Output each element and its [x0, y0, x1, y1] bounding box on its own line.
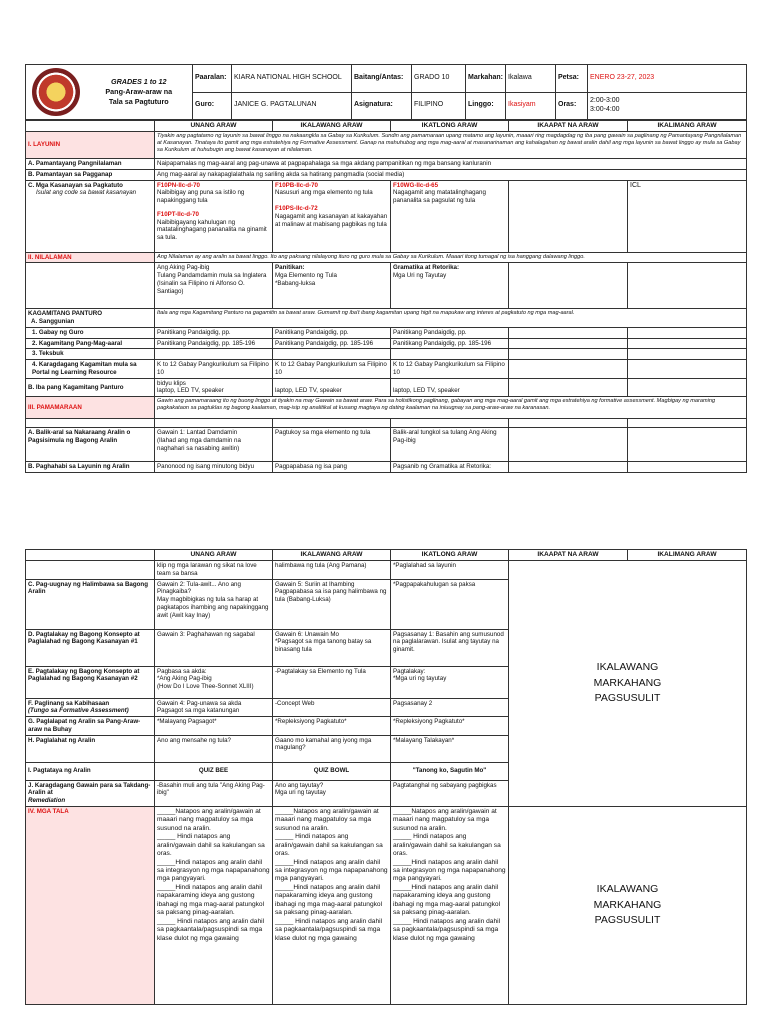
- kasanayan-day-1: [155, 180, 273, 252]
- day-4-header: IKAAPAT NA ARAW: [509, 550, 628, 561]
- paghahabi-day-3: Pagsanib ng Gramatika at Retorika:: [391, 462, 509, 473]
- balik-aral-day-3: Balik-aral tungkol sa tulang Ang Aking Pag-ibig: [391, 428, 509, 462]
- iba-day-3: laptop, LED TV, speaker: [391, 378, 509, 397]
- pagtalakay-2-day-1: Pagbasa sa akda: *Ang Aking Pag-ibig (How Do I Love Thee-Sonnet XLIII): [155, 666, 273, 698]
- gabay-day-1: Panitikang Pandaigdig, pp.: [155, 327, 273, 338]
- row-label-balik-aral: A. Balik-aral sa Nakaraang Aralin o Pagsisimula ng Bagong Aralin: [26, 428, 155, 462]
- pamantayang-pangnilalaman-text: Naipapamalas ng mag-aaral ang pag-unawa at pagpapahalaga sa mga akdang pampanitikan ng mga bansang kanluranin: [155, 159, 747, 170]
- paglalapat-day-3: *Repleksiyong Pagkatuto*: [391, 717, 509, 736]
- competency-code: F10PT-IIc-d-70: [157, 210, 199, 218]
- competency-code: F10PB-IIc-d-70: [275, 181, 318, 189]
- subject-label: Asignatura:: [352, 92, 412, 120]
- pagtalakay-1-day-1: Gawain 3: Paghahawan ng sagabal: [155, 629, 273, 666]
- cont-day-2: halimbawa ng tula (Ang Pamana): [273, 561, 391, 580]
- subject-value: FILIPINO: [412, 92, 466, 120]
- nilalaman-day-4: [509, 263, 628, 309]
- pagtataya-day-3: "Tanong ko, Sagutin Mo": [391, 762, 509, 780]
- exam-note-lower: IKALAWANG MARKAHANG PAGSUSULIT: [509, 806, 747, 1004]
- time-slot-2: 3:00-4:00: [590, 105, 620, 113]
- kasanayan-day-5: ICL: [628, 180, 747, 252]
- form-title: [86, 65, 193, 120]
- row-label-paglalapat: G. Paglalapat ng Aralin sa Pang-Araw-araw na Buhay: [26, 717, 155, 736]
- paglalahat-day-3: *Malayang Talakayan*: [391, 735, 509, 762]
- competency-text: Naibibigay ang puna sa istilo ng napakinggang tula: [157, 189, 245, 205]
- nilalaman-day-2: [273, 263, 391, 309]
- day-1-header: UNANG ARAW: [155, 121, 273, 132]
- kabihasaan-day-2: -Concept Web: [273, 698, 391, 717]
- row-label-gabay: 1. Gabay ng Guro: [26, 327, 155, 338]
- paghahabi-day-1: Panonood ng isang minutong bidyu: [155, 462, 273, 473]
- blank-cell: [26, 419, 155, 428]
- pagtalakay-2-day-3: Pagtalakay: *Mga uri ng tayutay: [391, 666, 509, 698]
- blank-header: [26, 121, 155, 132]
- pagtalakay-1-day-2: Gawain 6: Unawain Mo *Pagsagot sa mga tanong batay sa binasang tula: [273, 629, 391, 666]
- kagamitan-label: KAGAMITANG PANTURO: [28, 310, 103, 318]
- date-label: Petsa:: [556, 65, 588, 93]
- day-2-header: IKALAWANG ARAW: [273, 550, 391, 561]
- blank-cell: [26, 561, 155, 580]
- kabihasaan-sublabel: (Tungo sa Formative Assessment): [28, 707, 129, 715]
- karagdagang-gawain-day-1: -Basahin muli ang tula "Ang Aking Pag-ibig": [155, 780, 273, 806]
- row-label-kabihasaan: [26, 698, 155, 717]
- week-label: Linggo:: [466, 92, 506, 120]
- nilalaman-day-3: [391, 263, 509, 309]
- pamamaraan-instructions: Gawin ang pamamaraang ito ng buong linggo at tiyakin na may Gawain sa bawat araw. Para sa holistikong paglinang, gabayan ang mga mag-aaral gamit ang mga estratehiya ng formative assessment. Magbigay ng maraming pagkakataon sa pagtuklas ng bagong kaalaman, mag-isip ng analitikal at kusang magtaya ng dating kaalaman na iniuugnay sa pang-araw-araw na karanasan.: [155, 397, 747, 419]
- logo-cell: [26, 65, 86, 120]
- teacher-value: JANICE G. PAGTALUNAN: [232, 92, 352, 120]
- pagtalakay-2-day-2: -Pagtalakay sa Elemento ng Tula: [273, 666, 391, 698]
- title-line-2: Tala sa Pagtuturo: [108, 96, 169, 106]
- nilalaman-heading: Gramatika at Retorika:: [393, 264, 460, 272]
- kk-day-2: K to 12 Gabay Pangkurikulum sa Filipino 10: [273, 360, 391, 379]
- nilalaman-text: Mga Elemento ng Tula *Babang-luksa: [275, 272, 337, 287]
- pagtalakay-1-day-3: Pagsasanay 1: Basahin ang sumusunod na paglalarawan. Isulat ang tayutay na ginamit.: [391, 629, 509, 666]
- teacher-label: Guro:: [193, 92, 232, 120]
- blank-cell: [273, 419, 391, 428]
- paghahabi-day-4: [509, 462, 628, 473]
- gabay-day-3: Panitikang Pandaigdig, pp.: [391, 327, 509, 338]
- tala-day-1: _____Natapos ang aralin/gawain at maaari nang magpatuloy sa mga susunod na aralin. _____ Hindi natapos ang aralin/gawain dahil sa kakulangan sa oras. _____Hindi natapos ang aralin dahil sa integrasyon ng mga napapanahong mga pangyayari. _____Hindi natapos ang aralin dahil napakaraming ideya ang gustong ibahagi ng mga mag-aaral patungkol sa paksang pinag-aaralan. _____ Hindi natapos ang aralin dahil sa pagkaantala/pagsuspindi sa mga klase dulot ng mga gawaing: [155, 806, 273, 1004]
- day-1-header: UNANG ARAW: [155, 550, 273, 561]
- grade-value: GRADO 10: [412, 65, 466, 93]
- sanggunian-label: A. Sanggunian: [31, 318, 75, 326]
- time-value: [588, 92, 747, 120]
- balik-aral-day-2: Pagtukoy sa mga elemento ng tula: [273, 428, 391, 462]
- row-label-kagamitang-pang-mag-aaral: 2. Kagamitang Pang-Mag-aaral: [26, 338, 155, 349]
- competency-text: Nagagamit ang kasanayan at kakayahan at malinaw at mabisang pagbikas ng tula: [275, 212, 388, 228]
- row-label-kagamitan: [26, 309, 155, 328]
- week-value: Ikasiyam: [506, 92, 556, 120]
- plan-table-page-1: [25, 120, 747, 473]
- section-layunin: I. LAYUNIN: [26, 132, 155, 159]
- plan-table-page-2: [25, 549, 747, 1005]
- paglalapat-day-1: *Malayang Pagsagot*: [155, 717, 273, 736]
- page-1: [25, 64, 746, 473]
- day-2-header: IKALAWANG ARAW: [273, 121, 391, 132]
- iba-day-2: laptop, LED TV, speaker: [273, 378, 391, 397]
- teksbuk-day-1: [155, 349, 273, 360]
- kpm-day-4: [509, 338, 628, 349]
- kabihasaan-day-3: Pagsasanay 2: [391, 698, 509, 717]
- row-label-paglalahat: H. Paglalahat ng Aralin: [26, 735, 155, 762]
- competency-code: F10WG-IIc-d-65: [393, 181, 439, 189]
- school-label: Paaralan:: [193, 65, 232, 93]
- karagdagang-gawain-sublabel: Remediation: [28, 797, 66, 805]
- competency-code: F10PS-IIc-d-72: [275, 205, 318, 213]
- competency-text: Naibibigayang kahulugan ng matatalinghagang pananalita na ginamit sa tula.: [157, 218, 267, 242]
- row-label-karagdagang-kagamitan: 4. Karagdagang Kagamitan mula sa Portal ng Learning Resource: [26, 360, 155, 379]
- cont-day-1: klip ng mga larawan ng sikat na love team sa bansa: [155, 561, 273, 580]
- balik-aral-day-1: Gawain 1: Lantad Damdamin (Ilahad ang mga damdamin na naghahari sa nasabing awitin): [155, 428, 273, 462]
- deped-seal-icon: [32, 68, 80, 116]
- nilalaman-day-5: [628, 263, 747, 309]
- competency-code: F10PN-IIc-d-70: [157, 181, 200, 189]
- gabay-day-2: Panitikang Pandaigdig, pp.: [273, 327, 391, 338]
- nilalaman-day-1: Ang Aking Pag-ibig Tulang Pandamdamin mula sa Inglatera (Isinalin sa Filipino ni Alfonso O. Santiago): [155, 263, 273, 309]
- paghahabi-day-5: [628, 462, 747, 473]
- title-line-1: Pang-Araw-araw na: [105, 87, 173, 97]
- kpm-day-3: Panitikang Pandaigdig, pp. 185-196: [391, 338, 509, 349]
- balik-aral-day-5: [628, 428, 747, 462]
- day-5-header: IKALIMANG ARAW: [628, 121, 747, 132]
- kagamitan-instructions: Itala ang mga Kagamitang Panturo na gagamitin sa bawat araw. Gumamit ng iba't ibang kagamitan upang higit na mapukaw ang interes at pagkatuto ng mga mag-aaral.: [155, 309, 747, 328]
- time-label: Oras:: [556, 92, 588, 120]
- gabay-day-5: [628, 327, 747, 338]
- row-label-pagtalakay-2: E. Pagtalakay ng Bagong Konsepto at Paglalahad ng Bagong Kasanayan #2: [26, 666, 155, 698]
- row-label-teksbuk: 3. Teksbuk: [26, 349, 155, 360]
- quarter-value: Ikalawa: [506, 65, 556, 93]
- quarter-label: Markahan:: [466, 65, 506, 93]
- teksbuk-day-3: [391, 349, 509, 360]
- competency-text: Nasusuri ang mga elemento ng tula: [275, 189, 373, 197]
- kasanayan-day-4: [509, 180, 628, 252]
- teksbuk-day-5: [628, 349, 747, 360]
- paglalahat-day-2: Gaano mo kamahal ang iyong mga magulang?: [273, 735, 391, 762]
- pagtataya-day-1: QUIZ BEE: [155, 762, 273, 780]
- day-3-header: IKATLONG ARAW: [391, 121, 509, 132]
- blank-cell: [628, 419, 747, 428]
- paglalapat-day-2: *Repleksiyong Pagkatuto*: [273, 717, 391, 736]
- nilalaman-text: Mga Uri ng Tayutay: [393, 272, 447, 280]
- teksbuk-day-2: [273, 349, 391, 360]
- karagdagang-gawain-label: J. Karagdagang Gawain para sa Takdang-Aralin at: [28, 781, 151, 797]
- cont-day-3: *Paglalahad sa layunin: [391, 561, 509, 580]
- section-pamamaraan: III. PAMAMARAAN: [26, 397, 155, 419]
- gabay-day-4: [509, 327, 628, 338]
- row-label-pamantayang-pangnilalaman: A. Pamantayang Pangnilalaman: [26, 159, 155, 170]
- date-value: ENERO 23-27, 2023: [588, 65, 747, 93]
- row-label-karagdagang-gawain: [26, 780, 155, 806]
- kasanayan-sublabel: Isulat ang code sa bawat kasanayan: [36, 189, 137, 197]
- karagdagang-gawain-day-2: Ano ang tayutay? Mga uri ng tayutay: [273, 780, 391, 806]
- pag-uugnay-day-3: *Pagpapakahulugan sa paksa: [391, 579, 509, 629]
- kasanayan-day-2: [273, 180, 391, 252]
- grade-label: Baitang/Antas:: [352, 65, 412, 93]
- header-table: [25, 64, 747, 120]
- nilalaman-instructions: Ang Nilalaman ay ang aralin sa bawat linggo. Ito ang paksang nilalayong ituro ng guro mula sa Gabay sa Kurikulum. Maaari itong tumagal ng isa hanggang dalawang linggo.: [155, 252, 747, 263]
- row-label-pagtataya: I. Pagtataya ng Aralin: [26, 762, 155, 780]
- kk-day-3: K to 12 Gabay Pangkurikulum sa Filipino 10: [391, 360, 509, 379]
- school-value: KIARA NATIONAL HIGH SCHOOL: [232, 65, 352, 93]
- layunin-instructions: Tiyakin ang pagtatamo ng layunin sa bawat linggo na nakaangkla sa Gabay sa Kurikulum. Sundin ang pamamaraan upang matamo ang layunin, maaari ring magdagdag ng iba pang gawain sa paglinang ng Pamantayang Pangnilalaman at Kasanayan. Tinataya ito gamit ang mga estratehiya ng Formative Assessment. Ganap na mahuhubog ang mga mag-aaral at masanarinaman ang kahalagahan ng bawat aralin dahil ang mga layunin sa bawat linggo ay mula sa Gabay sa Kurikulum at huhubugin ang bawat kasanayan at nilalaman.: [155, 132, 747, 159]
- kk-day-1: K to 12 Gabay Pangkurikulum sa Filipino 10: [155, 360, 273, 379]
- row-label-iba-pang-kagamitan: B. Iba pang Kagamitang Panturo: [26, 378, 155, 397]
- kpm-day-1: Panitikang Pandaigdig, pp. 185-196: [155, 338, 273, 349]
- page-2: [25, 549, 746, 1005]
- row-label-paghahabi: B. Paghahabi sa Layunin ng Aralin: [26, 462, 155, 473]
- blank-header: [26, 550, 155, 561]
- exam-note-upper: IKALAWANG MARKAHANG PAGSUSULIT: [509, 561, 747, 807]
- day-3-header: IKATLONG ARAW: [391, 550, 509, 561]
- paghahabi-day-2: Pagpapabasa ng isa pang: [273, 462, 391, 473]
- paglalahat-day-1: Ano ang mensahe ng tula?: [155, 735, 273, 762]
- time-slot-1: 2:00-3:00: [590, 97, 620, 104]
- kabihasaan-day-1: Gawain 4: Pag-unawa sa akda Pagsagot sa mga katanungan: [155, 698, 273, 717]
- kpm-day-2: Panitikang Pandaigdig, pp. 185-196: [273, 338, 391, 349]
- competency-text: Nagagamit ang matatalinghagang pananalita sa pagsulat ng tula: [393, 189, 486, 205]
- kk-day-4: [509, 360, 628, 379]
- row-label-pamantayan-sa-pagganap: B. Pamantayan sa Pagganap: [26, 169, 155, 180]
- pagtataya-day-2: QUIZ BOWL: [273, 762, 391, 780]
- tala-day-2: _____Natapos ang aralin/gawain at maaari nang magpatuloy sa mga susunod na aralin. _____ Hindi natapos ang aralin/gawain dahil sa kakulangan sa oras. _____Hindi natapos ang aralin dahil sa integrasyon ng mga napapanahong mga pangyayari. _____Hindi natapos ang aralin dahil napakaraming ideya ang gustong ibahagi ng mga mag-aaral patungkol sa paksang pinag-aaralan. _____ Hindi natapos ang aralin dahil sa pagkaantala/pagsuspindi sa mga klase dulot ng mga gawaing: [273, 806, 391, 1004]
- pamantayan-sa-pagganap-text: Ang mag-aaral ay nakapaglalathala ng sariling akda sa hatirang pangmadla (social media): [155, 169, 747, 180]
- nilalaman-heading: Panitikan:: [275, 264, 305, 272]
- blank-cell: [391, 419, 509, 428]
- row-label-pagtalakay-1: D. Pagtalakay ng Bagong Konsepto at Paglalahad ng Bagong Kasanayan #1: [26, 629, 155, 666]
- kpm-day-5: [628, 338, 747, 349]
- blank-cell: [155, 419, 273, 428]
- iba-day-1: bidyu klips laptop, LED TV, speaker: [155, 378, 273, 397]
- karagdagang-gawain-day-3: Pagtatanghal ng sabayang pagbigkas: [391, 780, 509, 806]
- blank-cell: [26, 263, 155, 309]
- blank-cell: [509, 419, 628, 428]
- tala-day-3: _____Natapos ang aralin/gawain at maaari nang magpatuloy sa mga susunod na aralin. _____ Hindi natapos ang aralin/gawain dahil sa kakulangan sa oras. _____Hindi natapos ang aralin dahil sa integrasyon ng mga napapanahong mga pangyayari. _____Hindi natapos ang aralin dahil napakaraming ideya ang gustong ibahagi ng mga mag-aaral patungkol sa paksang pinag-aaralan. _____ Hindi natapos ang aralin dahil sa pagkaantala/pagsuspindi sa mga klase dulot ng mga gawaing: [391, 806, 509, 1004]
- kabihasaan-label: F. Paglinang sa Kabihasaan: [28, 699, 110, 707]
- pag-uugnay-day-1: Gawain 2: Tula-awit... Ano ang Pinagkaiba? May magbibigkas ng tula sa harap at pagkatapos ihambing ang napakinggang awit (Awit kay Inay): [155, 579, 273, 629]
- day-4-header: IKAAPAT NA ARAW: [509, 121, 628, 132]
- day-5-header: IKALIMANG ARAW: [628, 550, 747, 561]
- balik-aral-day-4: [509, 428, 628, 462]
- section-mga-tala: IV. MGA TALA: [26, 806, 155, 1004]
- iba-day-5: [628, 378, 747, 397]
- section-nilalaman: II. NILALAMAN: [26, 252, 155, 263]
- kk-day-5: [628, 360, 747, 379]
- pag-uugnay-day-2: Gawain 5: Suriin at Ihambing Pagpapabasa sa isa pang halimbawa ng tula (Babang-Luksa): [273, 579, 391, 629]
- row-label-pag-uugnay: C. Pag-uugnay ng Halimbawa sa Bagong Aralin: [26, 579, 155, 629]
- row-label-kasanayan: [26, 180, 155, 252]
- teksbuk-day-4: [509, 349, 628, 360]
- kasanayan-label: C. Mga Kasanayan sa Pagkatuto: [28, 181, 123, 189]
- grades-label: GRADES 1 to 12: [110, 77, 167, 87]
- kasanayan-day-3: [391, 180, 509, 252]
- iba-day-4: [509, 378, 628, 397]
